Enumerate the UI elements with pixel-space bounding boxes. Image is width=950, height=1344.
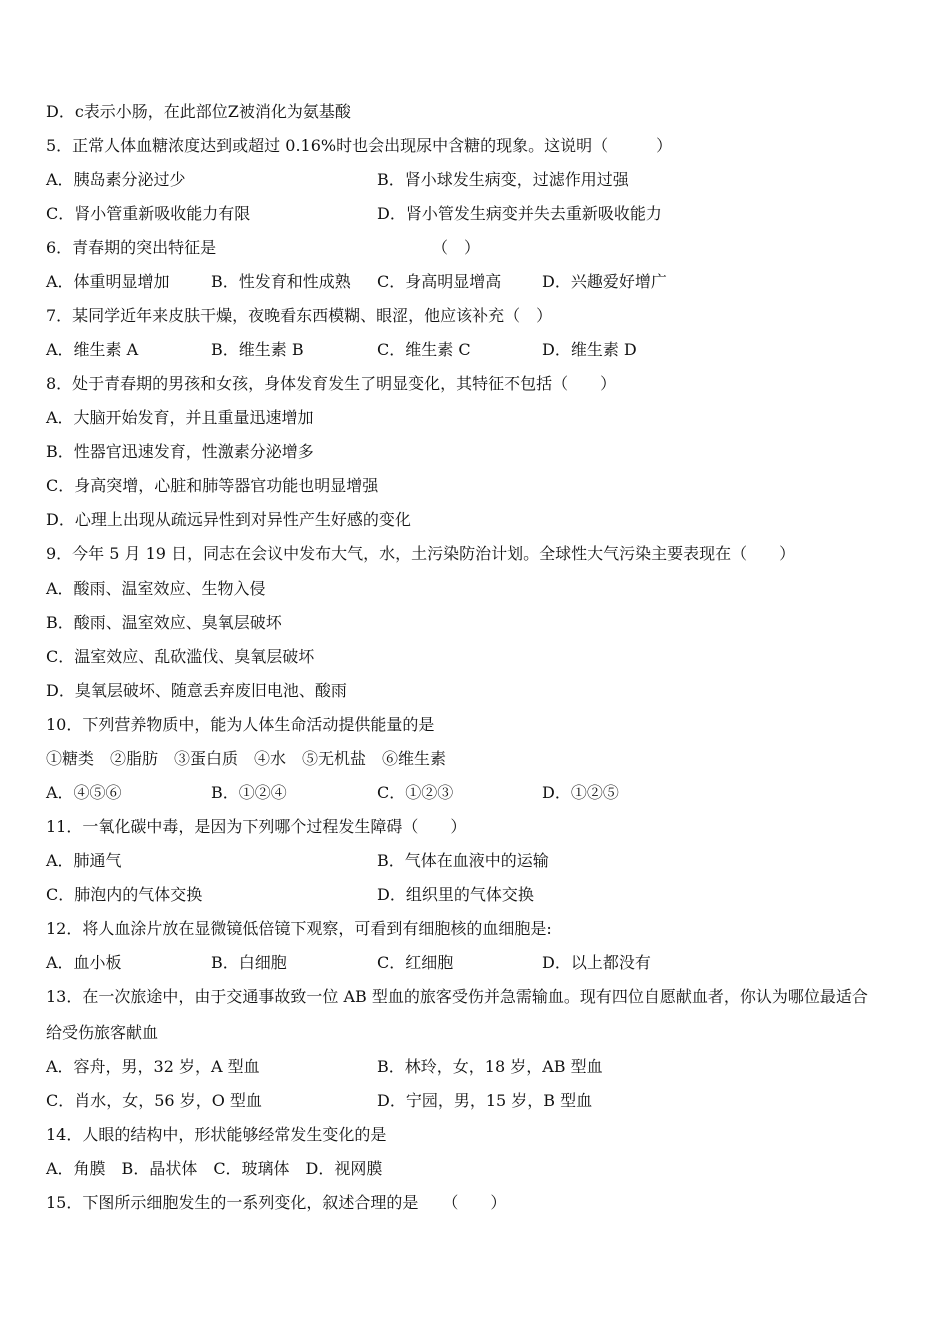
q9-option-d: D．臭氧层破坏、随意丢弃废旧电池、酸雨: [46, 681, 347, 700]
q11-option-a: A．肺通气: [46, 851, 122, 870]
q11-options-row-1: [46, 851, 906, 871]
q6-options-row: [46, 272, 906, 292]
q12-option-d: D．以上都没有: [542, 953, 651, 972]
q9-option-b: B．酸雨、温室效应、臭氧层破坏: [46, 613, 282, 632]
q5-option-a: A．胰岛素分泌过少: [46, 170, 186, 189]
q10-options-row: [46, 783, 906, 803]
q12-option-a: A．血小板: [46, 953, 122, 972]
q6-option-c: C．身高明显增高: [377, 272, 502, 291]
q7-option-b: B．维生素 B: [211, 340, 304, 359]
q10-option-d: D．①②⑤: [542, 783, 619, 802]
q7-option-d: D．维生素 D: [542, 340, 637, 359]
q13-option-c: C．肖水，女，56 岁，O 型血: [46, 1091, 262, 1110]
q11-stem: 11．一氧化碳中毒，是因为下列哪个过程发生障碍（ ）: [46, 817, 467, 836]
q6-option-a: A．体重明显增加: [46, 272, 170, 291]
q14-stem: 14．人眼的结构中，形状能够经常发生变化的是: [46, 1125, 387, 1144]
q7-option-a: A．维生素 A: [46, 340, 139, 359]
q13-stem-line-2: 给受伤旅客献血: [46, 1023, 159, 1042]
q5-option-d: D．肾小管发生病变并失去重新吸收能力: [377, 204, 662, 223]
q10-option-c: C．①②③: [377, 783, 454, 802]
q12-stem: 12．将人血涂片放在显微镜低倍镜下观察，可看到有细胞核的血细胞是:: [46, 919, 552, 938]
q4-option-d: D．c表示小肠，在此部位Z被消化为氨基酸: [46, 102, 351, 121]
q10-option-b: B．①②④: [211, 783, 287, 802]
q10-option-a: A．④⑤⑥: [46, 783, 122, 802]
q11-option-d: D．组织里的气体交换: [377, 885, 534, 904]
q13-stem-line-1: 13．在一次旅途中，由于交通事故致一位 AB 型血的旅客受伤并急需输血。现有四位自愿献血者，你认为哪位最适合: [46, 987, 868, 1006]
q11-option-b: B．气体在血液中的运输: [377, 851, 549, 870]
q8-option-c: C．身高突增，心脏和肺等器官功能也明显增强: [46, 476, 379, 495]
q9-option-a: A．酸雨、温室效应、生物入侵: [46, 579, 266, 598]
q11-option-c: C．肺泡内的气体交换: [46, 885, 203, 904]
q15-stem: 15．下图所示细胞发生的一系列变化，叙述合理的是 （ ）: [46, 1193, 507, 1212]
q12-option-c: C．红细胞: [377, 953, 454, 972]
q7-options-row: [46, 340, 906, 360]
q5-option-c: C．肾小管重新吸收能力有限: [46, 204, 251, 223]
q9-option-c: C．温室效应、乱砍滥伐、臭氧层破坏: [46, 647, 315, 666]
q5-options-row-1: [46, 170, 906, 190]
q6-option-d: D．兴趣爱好增广: [542, 272, 667, 291]
q11-options-row-2: [46, 885, 906, 905]
q6-answer-paren: （ ）: [432, 238, 481, 257]
q8-stem: 8．处于青春期的男孩和女孩，身体发育发生了明显变化，其特征不包括（ ）: [46, 374, 617, 393]
q6-stem-row: [46, 238, 906, 258]
q13-option-b: B．林玲，女，18 岁，AB 型血: [377, 1057, 603, 1076]
q5-options-row-2: [46, 204, 906, 224]
q7-stem: 7．某同学近年来皮肤干燥，夜晚看东西模糊、眼涩，他应该补充（ ）: [46, 306, 553, 325]
q8-option-d: D．心理上出现从疏远异性到对异性产生好感的变化: [46, 510, 411, 529]
q8-option-a: A．大脑开始发育，并且重量迅速增加: [46, 408, 314, 427]
q12-option-b: B．白细胞: [211, 953, 287, 972]
q14-options: A．角膜 B．晶状体 C．玻璃体 D．视网膜: [46, 1159, 383, 1178]
q13-options-row-1: [46, 1057, 906, 1077]
q10-stem: 10．下列营养物质中，能为人体生命活动提供能量的是: [46, 715, 435, 734]
q5-option-b: B．肾小球发生病变，过滤作用过强: [377, 170, 629, 189]
q8-option-b: B．性器官迅速发育，性激素分泌增多: [46, 442, 314, 461]
q10-items: ①糖类 ②脂肪 ③蛋白质 ④水 ⑤无机盐 ⑥维生素: [46, 749, 447, 768]
q13-option-a: A．容舟，男，32 岁，A 型血: [46, 1057, 260, 1076]
q6-option-b: B．性发育和性成熟: [211, 272, 351, 291]
q7-option-c: C．维生素 C: [377, 340, 471, 359]
q6-stem: 6．青春期的突出特征是: [46, 238, 217, 257]
q13-option-d: D．宁园，男，15 岁，B 型血: [377, 1091, 593, 1110]
q13-options-row-2: [46, 1091, 906, 1111]
q12-options-row: [46, 953, 906, 973]
q5-stem: 5．正常人体血糖浓度达到或超过 0.16%时也会出现尿中含糖的现象。这说明（ ）: [46, 136, 673, 155]
q9-stem: 9．今年 5 月 19 日，同志在会议中发布大气，水，土污染防治计划。全球性大气污染主要表现在（ ）: [46, 544, 796, 563]
